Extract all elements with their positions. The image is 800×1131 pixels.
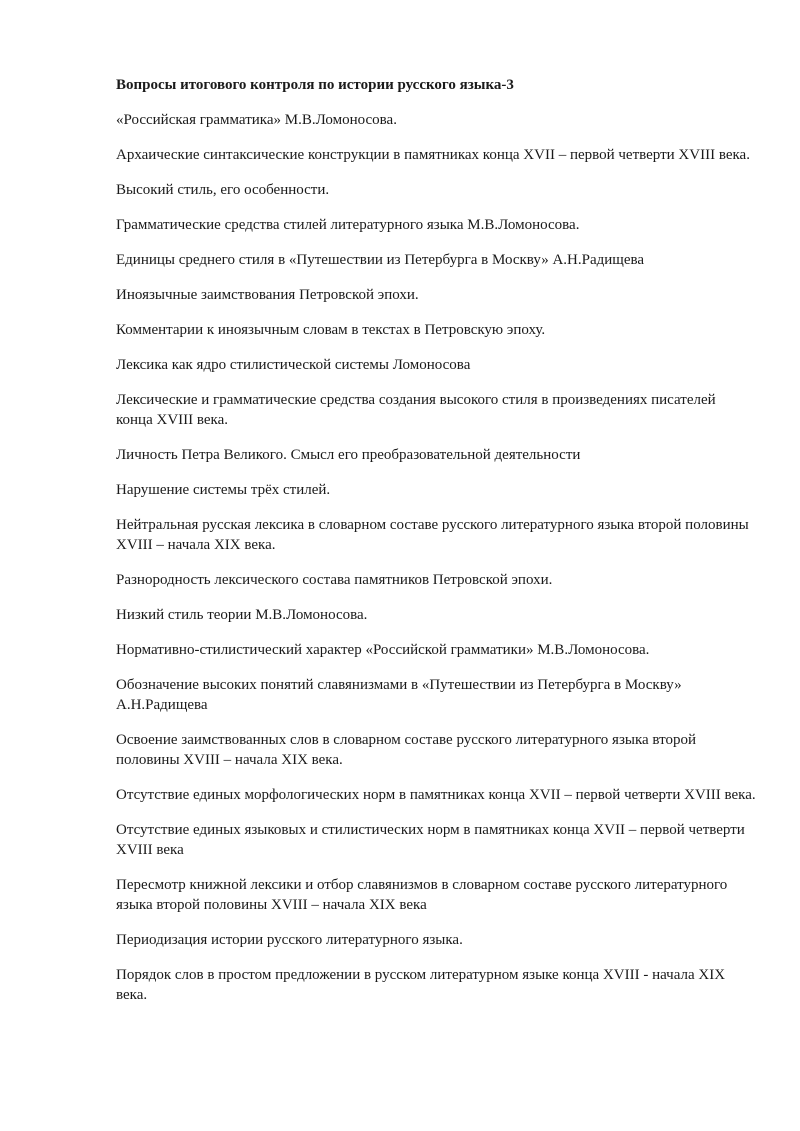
- question-item: Личность Петра Великого. Смысл его преобразовательной деятельности: [116, 447, 581, 463]
- question-item: Грамматические средства стилей литературного языка М.В.Ломоносова.: [116, 217, 580, 233]
- question-item: Иноязычные заимствования Петровской эпохи.: [116, 287, 419, 303]
- question-item: Архаические синтаксические конструкции в памятниках конца XVII – первой четверти XVIII века.: [116, 147, 750, 163]
- question-item: Нарушение системы трёх стилей.: [116, 482, 331, 498]
- question-item: Высокий стиль, его особенности.: [116, 182, 330, 198]
- question-item: Отсутствие единых языковых и стилистических норм в памятниках конца XVII – первой четверти XVIII века: [116, 822, 745, 858]
- question-list: [116, 110, 756, 1005]
- question-item: «Российская грамматика» М.В.Ломоносова.: [116, 112, 397, 128]
- question-item: Нормативно-стилистический характер «Российской грамматики» М.В.Ломоносова.: [116, 642, 650, 658]
- question-item: Единицы среднего стиля в «Путешествии из Петербурга в Москву» А.Н.Радищева: [116, 252, 645, 268]
- question-item: Низкий стиль теории М.В.Ломоносова.: [116, 607, 368, 623]
- question-item: Периодизация истории русского литературного языка.: [116, 932, 463, 948]
- question-item: Обозначение высоких понятий славянизмами в «Путешествии из Петербурга в Москву» А.Н.Радищева: [116, 677, 682, 713]
- question-item: Отсутствие единых морфологических норм в памятниках конца XVII – первой четверти XVIII века.: [116, 787, 756, 803]
- question-item: Освоение заимствованных слов в словарном составе русского литературного языка второй половины XVIII – начала XIX века.: [116, 732, 697, 768]
- question-item: Нейтральная русская лексика в словарном составе русского литературного языка второй половины XVIII – начала XIX века.: [116, 517, 749, 553]
- question-item: Комментарии к иноязычным словам в текстах в Петровскую эпоху.: [116, 322, 546, 338]
- question-item: Разнородность лексического состава памятников Петровской эпохи.: [116, 572, 553, 588]
- document-title: Вопросы итогового контроля по истории русского языка-3: [116, 77, 514, 93]
- document-content: [116, 75, 756, 1020]
- question-item: Лексические и грамматические средства создания высокого стиля в произведениях писателей конца XVIII века.: [116, 392, 716, 428]
- question-item: Порядок слов в простом предложении в русском литературном языке конца XVIII - начала XIX века.: [116, 967, 726, 1003]
- question-item: Лексика как ядро стилистической системы Ломоносова: [116, 357, 471, 373]
- question-item: Пересмотр книжной лексики и отбор славянизмов в словарном составе русского литературного языка второй половины XVIII – начала XIX века: [116, 877, 728, 913]
